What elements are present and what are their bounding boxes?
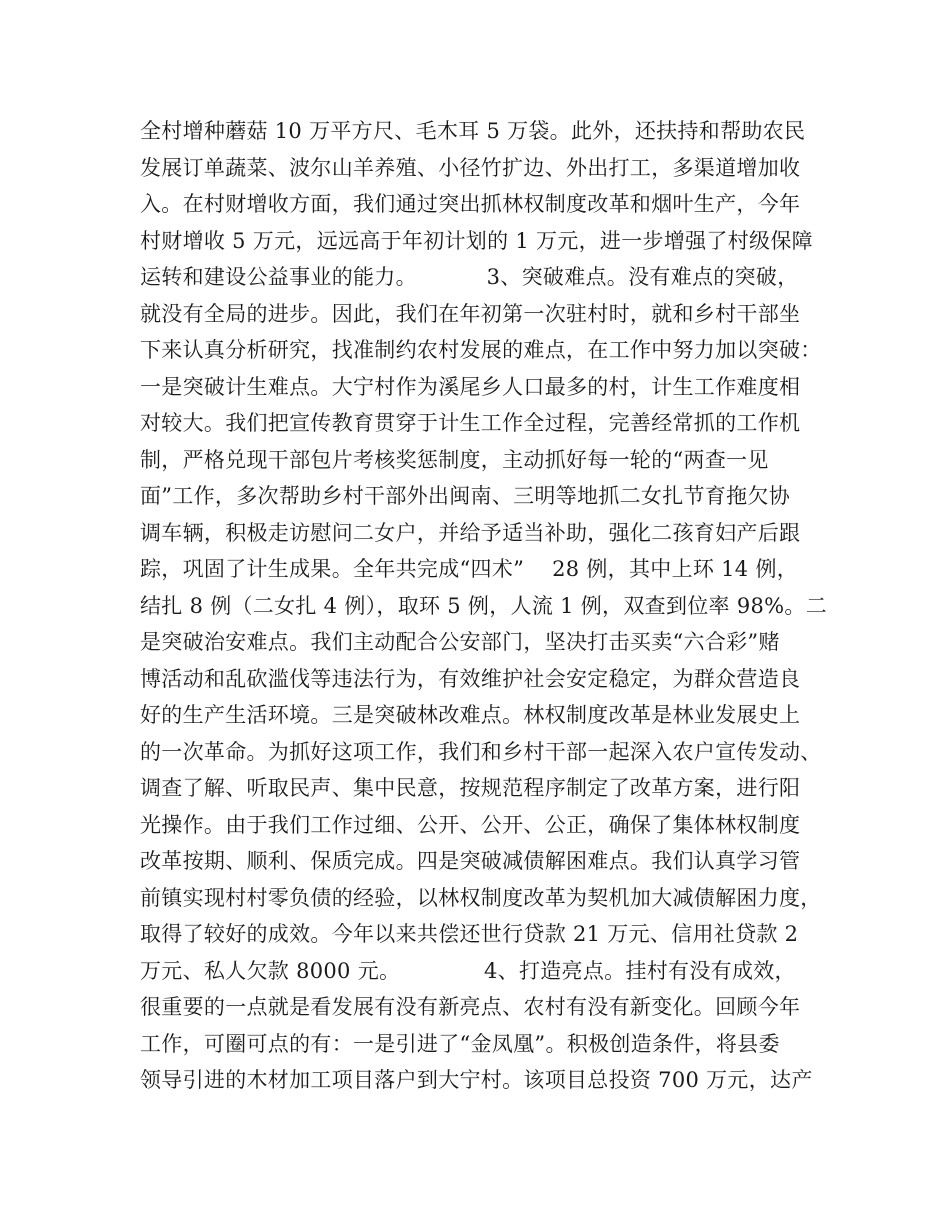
text-line: 调查了解、听取民声、集中民意，按规范程序制定了改革方案，进行阳 [140,776,801,800]
text-line: 万元、私人欠款 8000 元。 4、打造亮点。挂村有没有成效， [140,958,796,983]
text-line: 入。在村财增收方面，我们通过突出抓林权制度改革和烟叶生产，今年 [140,192,801,216]
text-line: 发展订单蔬菜、波尔山羊养殖、小径竹扩边、外出打工，多渠道增加收 [140,155,801,180]
text-line: 面”工作，多次帮助乡村干部外出闽南、三明等地抓二女扎节育拖欠协 [140,484,791,508]
text-line: 很重要的一点就是看发展有没有新亮点、农村有没有新变化。回顾今年 [140,995,801,1019]
text-line: 是突破治安难点。我们主动配合公安部门，坚决打击买卖“六合彩”赌 [140,630,780,654]
text-line: 运转和建设公益事业的能力。 3、突破难点。没有难点的突破， [140,265,799,289]
text-line: 就没有全局的进步。因此，我们在年初第一次驻村时，就和乡村干部坐 [140,301,801,326]
text-line: 改革按期、顺利、保质完成。四是突破减债解困难点。我们认真学习管 [140,849,801,873]
text-line: 博活动和乱砍滥伐等违法行为，有效维护社会安定稳定，为群众营造良 [140,666,801,691]
text-line: 取得了较好的成效。今年以来共偿还世行贷款 21 万元、信用社贷款 2 [140,922,799,946]
text-line: 前镇实现村村零负债的经验，以林权制度改革为契机加大减债解困力度， [140,885,822,910]
text-line: 对较大。我们把宣传教育贯穿于计生工作全过程，完善经常抓的工作机 [140,411,801,435]
body-text [140,113,840,1099]
text-line: 工作，可圈可点的有：一是引进了“金凤凰”。积极创造条件，将县委 [140,1031,780,1056]
text-line: 一是突破计生难点。大宁村作为溪尾乡人口最多的村，计生工作难度相 [140,374,801,399]
text-line: 领导引进的木材加工项目落户到大宁村。该项目总投资 700 万元，达产 [140,1068,813,1092]
text-line: 的一次革命。为抓好这项工作，我们和乡村干部一起深入农户宣传发动、 [140,739,822,764]
text-line: 光操作。由于我们工作过细、公开、公开、公正，确保了集体林权制度 [140,812,801,837]
text-line: 结扎 8 例（二女扎 4 例），取环 5 例，人流 1 例，双查到位率 98%。二 [140,593,827,618]
text-line: 好的生产生活环境。三是突破林改难点。林权制度改革是林业发展史上 [140,703,801,727]
text-line: 村财增收 5 万元，远远高于年初计划的 1 万元，进一步增强了村级保障 [140,228,813,253]
text-line: 调车辆，积极走访慰问二女户，并给予适当补助，强化二孩育妇产后跟 [140,520,801,545]
text-line: 全村增种蘑菇 10 万平方尺、毛木耳 5 万袋。此外，还扶持和帮助农民 [140,119,806,143]
text-line: 制，严格兑现干部包片考核奖惩制度，主动抓好每一轮的“两查一见 [140,447,769,472]
text-line: 下来认真分析研究，找准制约农村发展的难点，在工作中努力加以突破： [140,338,822,362]
text-line: 踪，巩固了计生成果。全年共完成“四术” 28 例，其中上环 14 例， [140,557,799,581]
